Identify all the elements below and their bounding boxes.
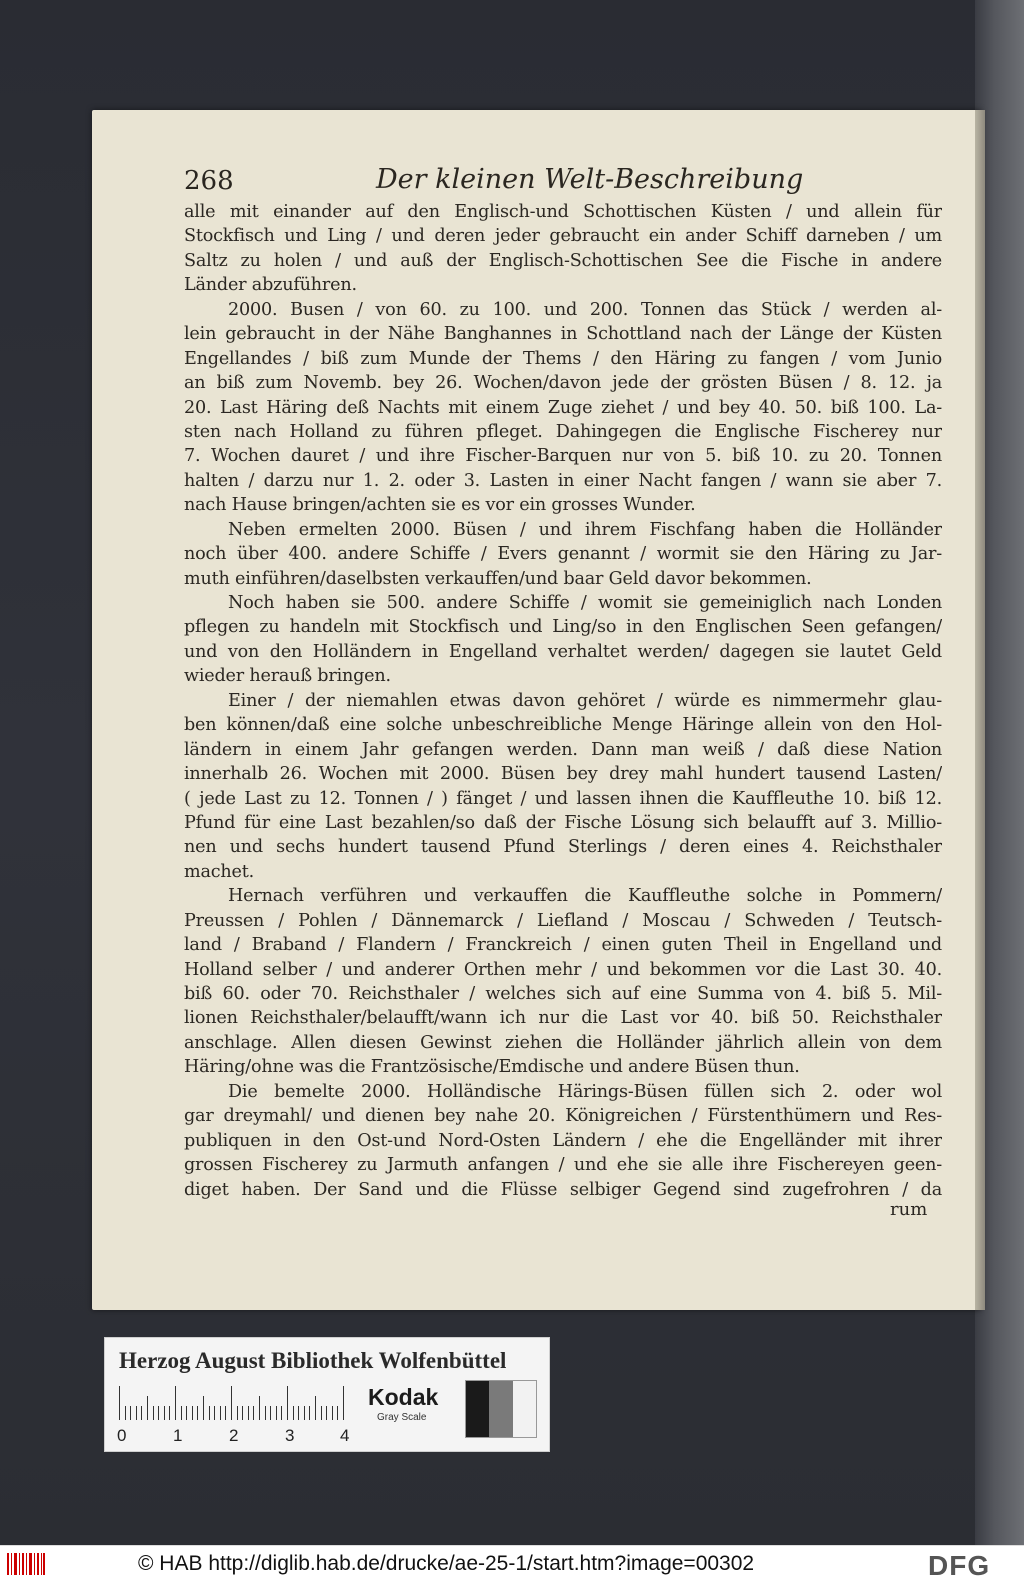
text-line: 20. Last Häring deß Nachts mit einem Zuge ziehet / und bey 40. 50. biß 100. La- bbox=[184, 397, 942, 418]
page-header bbox=[184, 160, 944, 200]
catchword: rum bbox=[890, 1199, 928, 1220]
barcode-icon bbox=[6, 1551, 46, 1577]
text-line: Noch haben sie 500. andere Schiffe / womit sie gemeiniglich nach Londen bbox=[228, 593, 942, 613]
text-line: an biß zum Novemb. bey 26. Wochen/davon jede der grösten Büsen / 8. 12. ja bbox=[184, 373, 942, 394]
ruler-tick bbox=[265, 1406, 266, 1420]
ruler-tick bbox=[337, 1406, 338, 1420]
text-line: Holland selber / und anderer Orthen mehr / und bekommen vor die Last 30. 40. bbox=[184, 959, 942, 980]
text-line: Einer / der niemahlen etwas davon gehöret / würde es nimmermehr glau- bbox=[228, 690, 942, 711]
gray-patch-dark bbox=[466, 1381, 489, 1437]
ruler-number: 2 bbox=[229, 1426, 239, 1445]
ruler-tick bbox=[197, 1406, 198, 1420]
gray-patches bbox=[465, 1380, 537, 1438]
text-line: Preussen / Pohlen / Dännemarck / Liefland / Moscau / Schweden / Teutsch- bbox=[184, 910, 942, 931]
gray-patch-light bbox=[513, 1381, 536, 1437]
ruler-tick bbox=[281, 1406, 282, 1420]
text-line: 2000. Busen / von 60. zu 100. und 200. Tonnen das Stück / werden al- bbox=[228, 299, 942, 320]
text-line: halten / darzu nur 1. 2. oder 3. Lasten in einer Nacht fangen / wann sie aber 7. bbox=[184, 470, 942, 491]
ruler-tick bbox=[209, 1406, 210, 1420]
ruler-tick bbox=[343, 1386, 344, 1420]
text-line: muth einführen/daselbsten verkauffen/und baar Geld davor bekommen. bbox=[184, 568, 812, 589]
text-line: diget haben. Der Sand und die Flüsse selbiger Gegend sind zugefrohren / da bbox=[184, 1179, 942, 1200]
dfg-logo: DFG bbox=[928, 1550, 991, 1581]
text-line: lionen Reichsthaler/belaufft/wann ich nur die Last vor 40. biß 50. Reichsthaler bbox=[184, 1008, 942, 1029]
text-line: gar dreymahl/ und dienen bey nahe 20. Königreichen / Fürstenthümern und Res- bbox=[184, 1106, 942, 1127]
page-gutter bbox=[975, 110, 985, 1310]
text-line: Pfund für eine Last bezahlen/so daß der Fische Lösung sich belaufft auf 3. Millio- bbox=[184, 812, 942, 833]
ruler-tick bbox=[304, 1406, 305, 1420]
text-line: sten nach Holland zu führen pfleget. Dahingegen die Englische Fischerey nur bbox=[184, 421, 942, 442]
ruler-tick bbox=[125, 1406, 126, 1420]
ruler-tick bbox=[315, 1396, 316, 1420]
ruler-tick bbox=[181, 1406, 182, 1420]
text-line: biß 60. oder 70. Reichsthaler / welches sich auf eine Summa von 4. biß 5. Mil- bbox=[184, 984, 942, 1004]
ruler-tick bbox=[220, 1406, 221, 1420]
ruler-tick bbox=[169, 1406, 170, 1420]
color-scale-card bbox=[104, 1337, 550, 1452]
ruler-tick bbox=[293, 1406, 294, 1420]
ruler-tick bbox=[259, 1396, 260, 1420]
text-line: wieder herauß bringen. bbox=[184, 666, 391, 687]
ruler-tick bbox=[153, 1406, 154, 1420]
ruler-tick bbox=[136, 1406, 137, 1420]
text-line: publiquen in den Ost-und Nord-Osten Ländern / ehe die Engelländer mit ihrer bbox=[184, 1130, 942, 1151]
ruler-tick bbox=[119, 1386, 120, 1420]
ruler-tick bbox=[332, 1406, 333, 1420]
ruler-number: 4 bbox=[340, 1426, 350, 1445]
ruler bbox=[119, 1386, 351, 1420]
ruler-tick bbox=[164, 1406, 165, 1420]
ruler-tick bbox=[214, 1406, 215, 1420]
ruler-tick bbox=[141, 1406, 142, 1420]
ruler-number: 3 bbox=[285, 1426, 295, 1445]
ruler-tick bbox=[237, 1406, 238, 1420]
library-label: Herzog August Bibliothek Wolfenbüttel bbox=[119, 1348, 507, 1373]
copyright-link[interactable]: © HAB http://diglib.hab.de/drucke/ae-25-1/start.htm?image=00302 bbox=[138, 1552, 755, 1575]
ruler-tick bbox=[231, 1386, 232, 1420]
text-line: alle mit einander auf den Englisch-und Schottischen Küsten / und allein für bbox=[184, 202, 942, 222]
text-line: ländern in einem Jahr gefangen werden. Dann man weiß / daß diese Nation bbox=[184, 739, 942, 760]
text-line: grossen Fischerey zu Jarmuth anfangen / und ehe sie alle ihre Fischereyen geen- bbox=[184, 1155, 942, 1176]
grayscale-label: Gray Scale bbox=[377, 1412, 427, 1423]
text-line: Länder abzuführen. bbox=[184, 275, 357, 296]
ruler-tick bbox=[321, 1406, 322, 1420]
ruler-tick bbox=[158, 1406, 159, 1420]
ruler-tick bbox=[276, 1406, 277, 1420]
ruler-tick bbox=[287, 1386, 288, 1420]
footer-bar bbox=[0, 1545, 1024, 1582]
text-line: noch über 400. andere Schiffe / Evers genannt / wormit sie den Häring zu Jar- bbox=[184, 544, 942, 565]
text-line: machet. bbox=[184, 861, 255, 882]
ruler-number: 0 bbox=[117, 1426, 127, 1445]
text-line: nen und sechs hundert tausend Pfund Sterlings / deren eines 4. Reichsthaler bbox=[184, 837, 942, 858]
ruler-tick bbox=[253, 1406, 254, 1420]
ruler-tick bbox=[248, 1406, 249, 1420]
text-line: lein gebraucht in der Nähe Banghannes in Schottland nach der Länge der Küsten bbox=[184, 324, 942, 345]
text-line: land / Braband / Flandern / Franckreich / einen guten Theil in Engelland und bbox=[184, 935, 942, 956]
text-line: Hernach verführen und verkauffen die Kauffleuthe solche in Pommern/ bbox=[228, 886, 942, 907]
ruler-tick bbox=[203, 1396, 204, 1420]
ruler-number: 1 bbox=[173, 1426, 183, 1445]
text-line: anschlage. Allen diesen Gewinst ziehen die Holländer jährlich allein von dem bbox=[184, 1032, 942, 1053]
body-text bbox=[184, 200, 942, 1202]
text-line: Stockfisch und Ling / und deren jeder gebraucht ein ander Schiff darneben / um bbox=[184, 226, 942, 247]
ruler-tick bbox=[270, 1406, 271, 1420]
ruler-tick bbox=[175, 1386, 176, 1420]
running-title: Der kleinen Welt-Beschreibung bbox=[376, 164, 804, 195]
text-line: ben können/daß eine solche unbeschreibliche Menge Häringe allein von den Hol- bbox=[184, 715, 942, 736]
ruler-tick bbox=[242, 1406, 243, 1420]
ruler-tick bbox=[130, 1406, 131, 1420]
text-line: nach Hause bringen/achten sie es vor ein grosses Wunder. bbox=[184, 495, 696, 516]
text-line: Saltz zu holen / und auß der Englisch-Schottischen See die Fische in andere bbox=[184, 250, 942, 271]
text-line: Die bemelte 2000. Holländische Härings-Büsen füllen sich 2. oder wol bbox=[228, 1081, 942, 1102]
ruler-tick bbox=[298, 1406, 299, 1420]
text-line: Neben ermelten 2000. Büsen / und ihrem Fischfang haben die Holländer bbox=[228, 519, 942, 540]
gray-patch-mid bbox=[489, 1381, 512, 1437]
text-line: pflegen zu handeln mit Stockfisch und Ling/so in den Englischen Seen gefangen/ bbox=[184, 617, 942, 638]
page-number: 268 bbox=[184, 166, 234, 196]
ruler-tick bbox=[192, 1406, 193, 1420]
text-line: innerhalb 26. Wochen mit 2000. Büsen bey drey mahl hundert tausend Lasten/ bbox=[184, 764, 942, 785]
ruler-tick bbox=[186, 1406, 187, 1420]
ruler-tick bbox=[225, 1406, 226, 1420]
ruler-tick bbox=[147, 1396, 148, 1420]
ruler-tick bbox=[309, 1406, 310, 1420]
text-line: Häring/ohne was die Frantzösische/Emdische und andere Büsen thun. bbox=[184, 1057, 800, 1078]
text-line: und von den Holländern in Engelland verhaltet werden/ dagegen sie lautet Geld bbox=[184, 641, 942, 662]
kodak-logo: Kodak bbox=[368, 1384, 439, 1410]
text-line: ( jede Last zu 12. Tonnen / ) fänget / und lassen ihnen die Kauffleuthe 10. biß 12. bbox=[184, 788, 942, 809]
ruler-tick bbox=[326, 1406, 327, 1420]
text-line: 7. Wochen dauret / und ihre Fischer-Barquen nur von 5. biß 10. zu 20. Tonnen bbox=[184, 446, 942, 467]
text-line: Engellandes / biß zum Munde der Thems / den Häring zu fangen / vom Junio bbox=[184, 348, 942, 369]
